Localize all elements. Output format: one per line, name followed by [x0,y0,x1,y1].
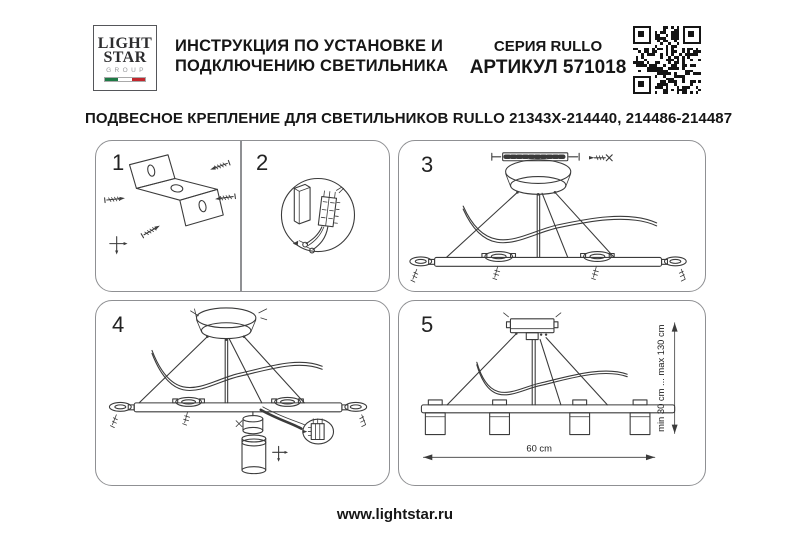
suspension-cables [139,337,322,403]
bracket-and-screws-diagram [96,141,240,291]
height-dimension [655,323,678,434]
wires [293,227,328,253]
step-3-number: 3 [421,152,434,177]
screw-icon [141,224,161,238]
screw-icon [589,155,612,161]
title-line-1: ИНСТРУКЦИЯ ПО УСТАНОВКЕ И [175,37,444,55]
title-line-2: ПОДКЛЮЧЕНИЮ СВЕТИЛЬНИКА [175,57,449,75]
qr-finder-top-right [683,26,701,44]
canopy-box [504,313,561,340]
italian-flag-icon [104,77,146,82]
screw-icon [209,160,230,171]
article-label: АРТИКУЛ 571018 [469,57,627,78]
wire-terminal-connection-diagram [242,141,390,291]
shade-attachment-diagram [96,301,389,485]
panel-step-4 [95,300,390,486]
step-2-number: 2 [256,150,269,175]
qr-finder-bottom-left [633,76,651,94]
canopy-and-suspension-mounting-diagram [399,141,705,291]
panel-steps-1-2 [95,140,390,292]
panel-step-5 [398,300,706,486]
junction-box [294,184,310,223]
mounting-bracket [130,155,224,226]
website-url: www.lightstar.ru [336,506,454,523]
screw-head-icon [273,446,288,461]
screw-icon [215,194,236,202]
panel-step-3 [398,140,706,292]
fixture-bar [410,252,686,283]
product-info [462,38,634,79]
step-5-number: 5 [421,312,434,337]
canopy [191,308,267,341]
lightstar-logo [93,25,157,91]
fixture-bar [421,400,674,413]
canopy [506,160,571,196]
step-1-number: 1 [112,150,125,175]
qr-code-icon [633,26,701,94]
height-dimension-label: min 30 cm ... max 130 cm [654,324,666,432]
series-label: СЕРИЯ RULLO [493,38,603,55]
logo-word-light: LIGHT [97,34,153,52]
suspension-cables [447,334,627,405]
subtitle: ПОДВЕСНОЕ КРЕПЛЕНИЕ ДЛЯ СВЕТИЛЬНИКОВ RULLO 21343X-214440, 214486-214487 [85,110,733,127]
connector-detail-circle [302,419,333,444]
logo-word-group: GROUP [106,66,147,74]
detail-circle [281,179,354,252]
qr-finder-top-left [633,26,651,44]
suspension-cables [446,192,656,257]
terminal-block [318,185,344,228]
width-dimension [423,442,654,460]
logo-word-star: STAR [103,48,147,66]
lamp-shade [242,435,266,474]
page-title [175,36,448,76]
connector-cord [261,407,305,429]
step-4-number: 4 [112,312,125,337]
width-dimension-label: 60 cm [526,442,552,454]
lamp-socket [236,412,263,434]
screw-icon [105,196,126,203]
screw-head-icon [110,237,128,255]
lamp-shades [425,413,650,435]
assembled-fixture-dimensions-diagram [399,301,705,485]
